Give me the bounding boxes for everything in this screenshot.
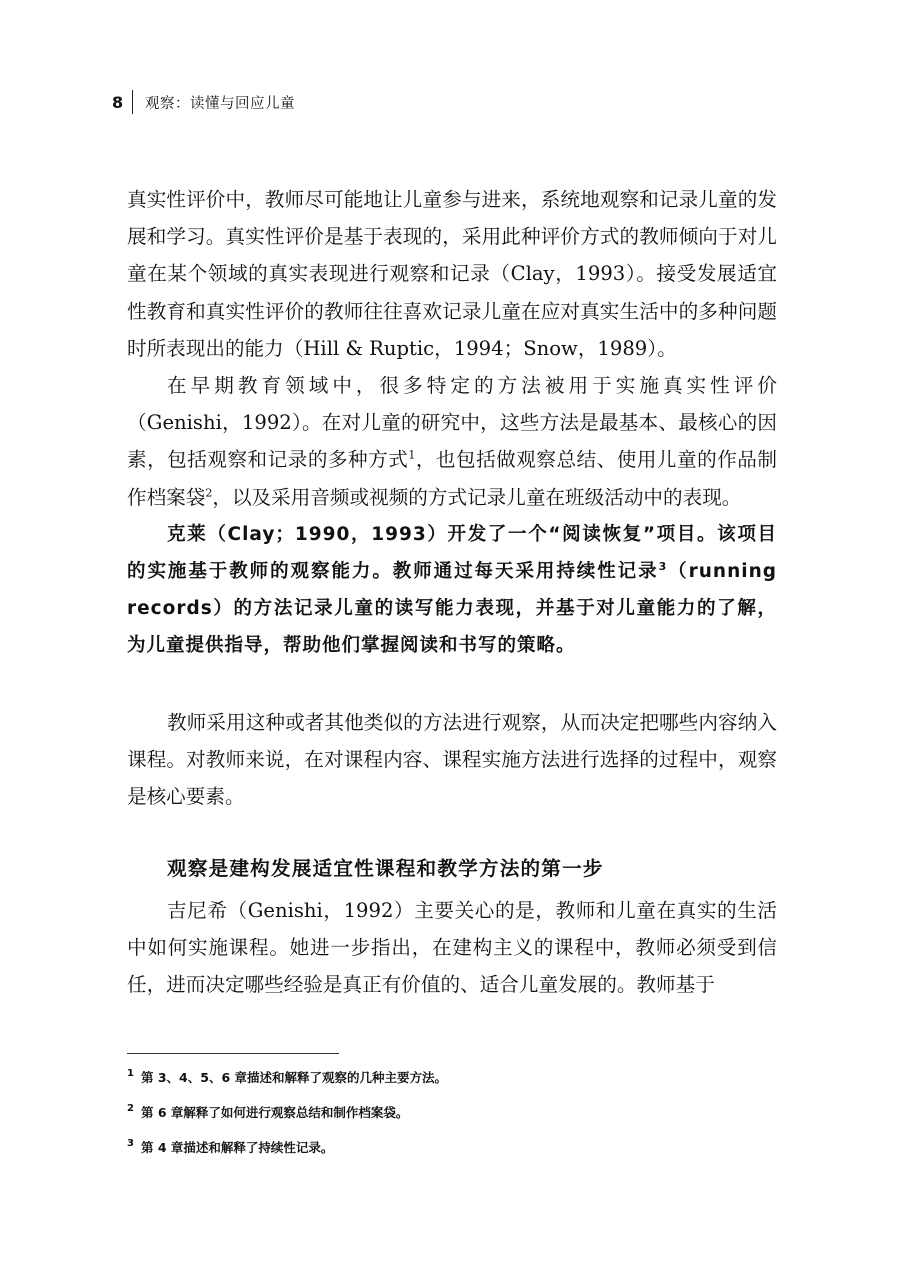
footnote-divider bbox=[127, 1053, 339, 1054]
header-divider bbox=[132, 90, 133, 114]
footnote-3-mark: 3 bbox=[127, 1138, 134, 1149]
footnote-1 bbox=[127, 1060, 777, 1095]
running-title: 观察：读懂与回应儿童 bbox=[145, 95, 295, 112]
paragraph-2-part-c: ，以及采用音频或视频的方式记录儿童在班级活动中的表现。 bbox=[212, 485, 742, 509]
paragraph-3: 教师采用这种或者其他类似的方法进行观察，从而决定把哪些内容纳入课程。对教师来说，在对课程内容、课程实施方法进行选择的过程中，观察是核心要素。 bbox=[127, 711, 777, 809]
quote-part-b: （running records）的方法记录儿童的读写能力表现，并基于对儿童能力的了解，为儿童提供指导，帮助他们掌握阅读和书写的策略。 bbox=[127, 561, 777, 657]
footnote-3 bbox=[127, 1130, 777, 1165]
body-text-block-1 bbox=[127, 181, 777, 665]
page-number: 8 bbox=[112, 92, 124, 112]
block-quote bbox=[127, 516, 777, 665]
paragraph-2-part-a: 在早期教育领域中，很多特定的方法被用于实施真实性评价（Genishi，1992）。在对儿童的研究中，这些方法是最基本、最核心的因素，包括观察和记录的多种方式 bbox=[127, 374, 777, 472]
quote-part-a: 克莱（Clay；1990，1993）开发了一个“阅读恢复”项目。该项目的实施基于教师的观察能力。教师通过每天采用持续性记录 bbox=[127, 523, 777, 583]
body-text-block-3 bbox=[127, 892, 777, 1004]
paragraph-4: 吉尼希（Genishi，1992）主要关心的是，教师和儿童在真实的生活中如何实施课程。她进一步指出，在建构主义的课程中，教师必须受到信任，进而决定哪些经验是真正有价值的、适合儿童发展的。教师基于 bbox=[127, 899, 777, 997]
footnote-1-text: 第 3、4、5、6 章描述和解释了观察的几种主要方法。 bbox=[141, 1070, 447, 1085]
footnotes bbox=[127, 1060, 777, 1165]
footnote-ref-3[interactable]: 3 bbox=[658, 559, 668, 573]
paragraph-2 bbox=[127, 367, 777, 516]
footnote-2 bbox=[127, 1095, 777, 1130]
quote-paragraph bbox=[127, 516, 777, 665]
footnote-3-text: 第 4 章描述和解释了持续性记录。 bbox=[141, 1140, 334, 1155]
body-text-block-2 bbox=[127, 704, 777, 816]
running-header bbox=[112, 88, 295, 116]
footnote-ref-2[interactable]: 2 bbox=[205, 486, 213, 500]
paragraph-2-part-b: ，也包括做观察总结、使用儿童的作品制作档案袋 bbox=[127, 448, 777, 509]
footnote-2-mark: 2 bbox=[127, 1103, 134, 1114]
section-heading: 观察是建构发展适宜性课程和教学方法的第一步 bbox=[167, 857, 604, 880]
paragraph-1: 真实性评价中，教师尽可能地让儿童参与进来，系统地观察和记录儿童的发展和学习。真实性评价是基于表现的，采用此种评价方式的教师倾向于对儿童在某个领域的真实表现进行观察和记录（Clay，1993）。接受发展适宜性教育和真实性评价的教师往往喜欢记录儿童在应对真实生活中的多种问题时所表现出的能力（Hill & Ruptic，1994；Snow，1989）。 bbox=[127, 188, 777, 360]
footnote-2-text: 第 6 章解释了如何进行观察总结和制作档案袋。 bbox=[141, 1105, 409, 1120]
footnote-1-mark: 1 bbox=[127, 1068, 134, 1079]
footnote-ref-1[interactable]: 1 bbox=[408, 448, 416, 462]
